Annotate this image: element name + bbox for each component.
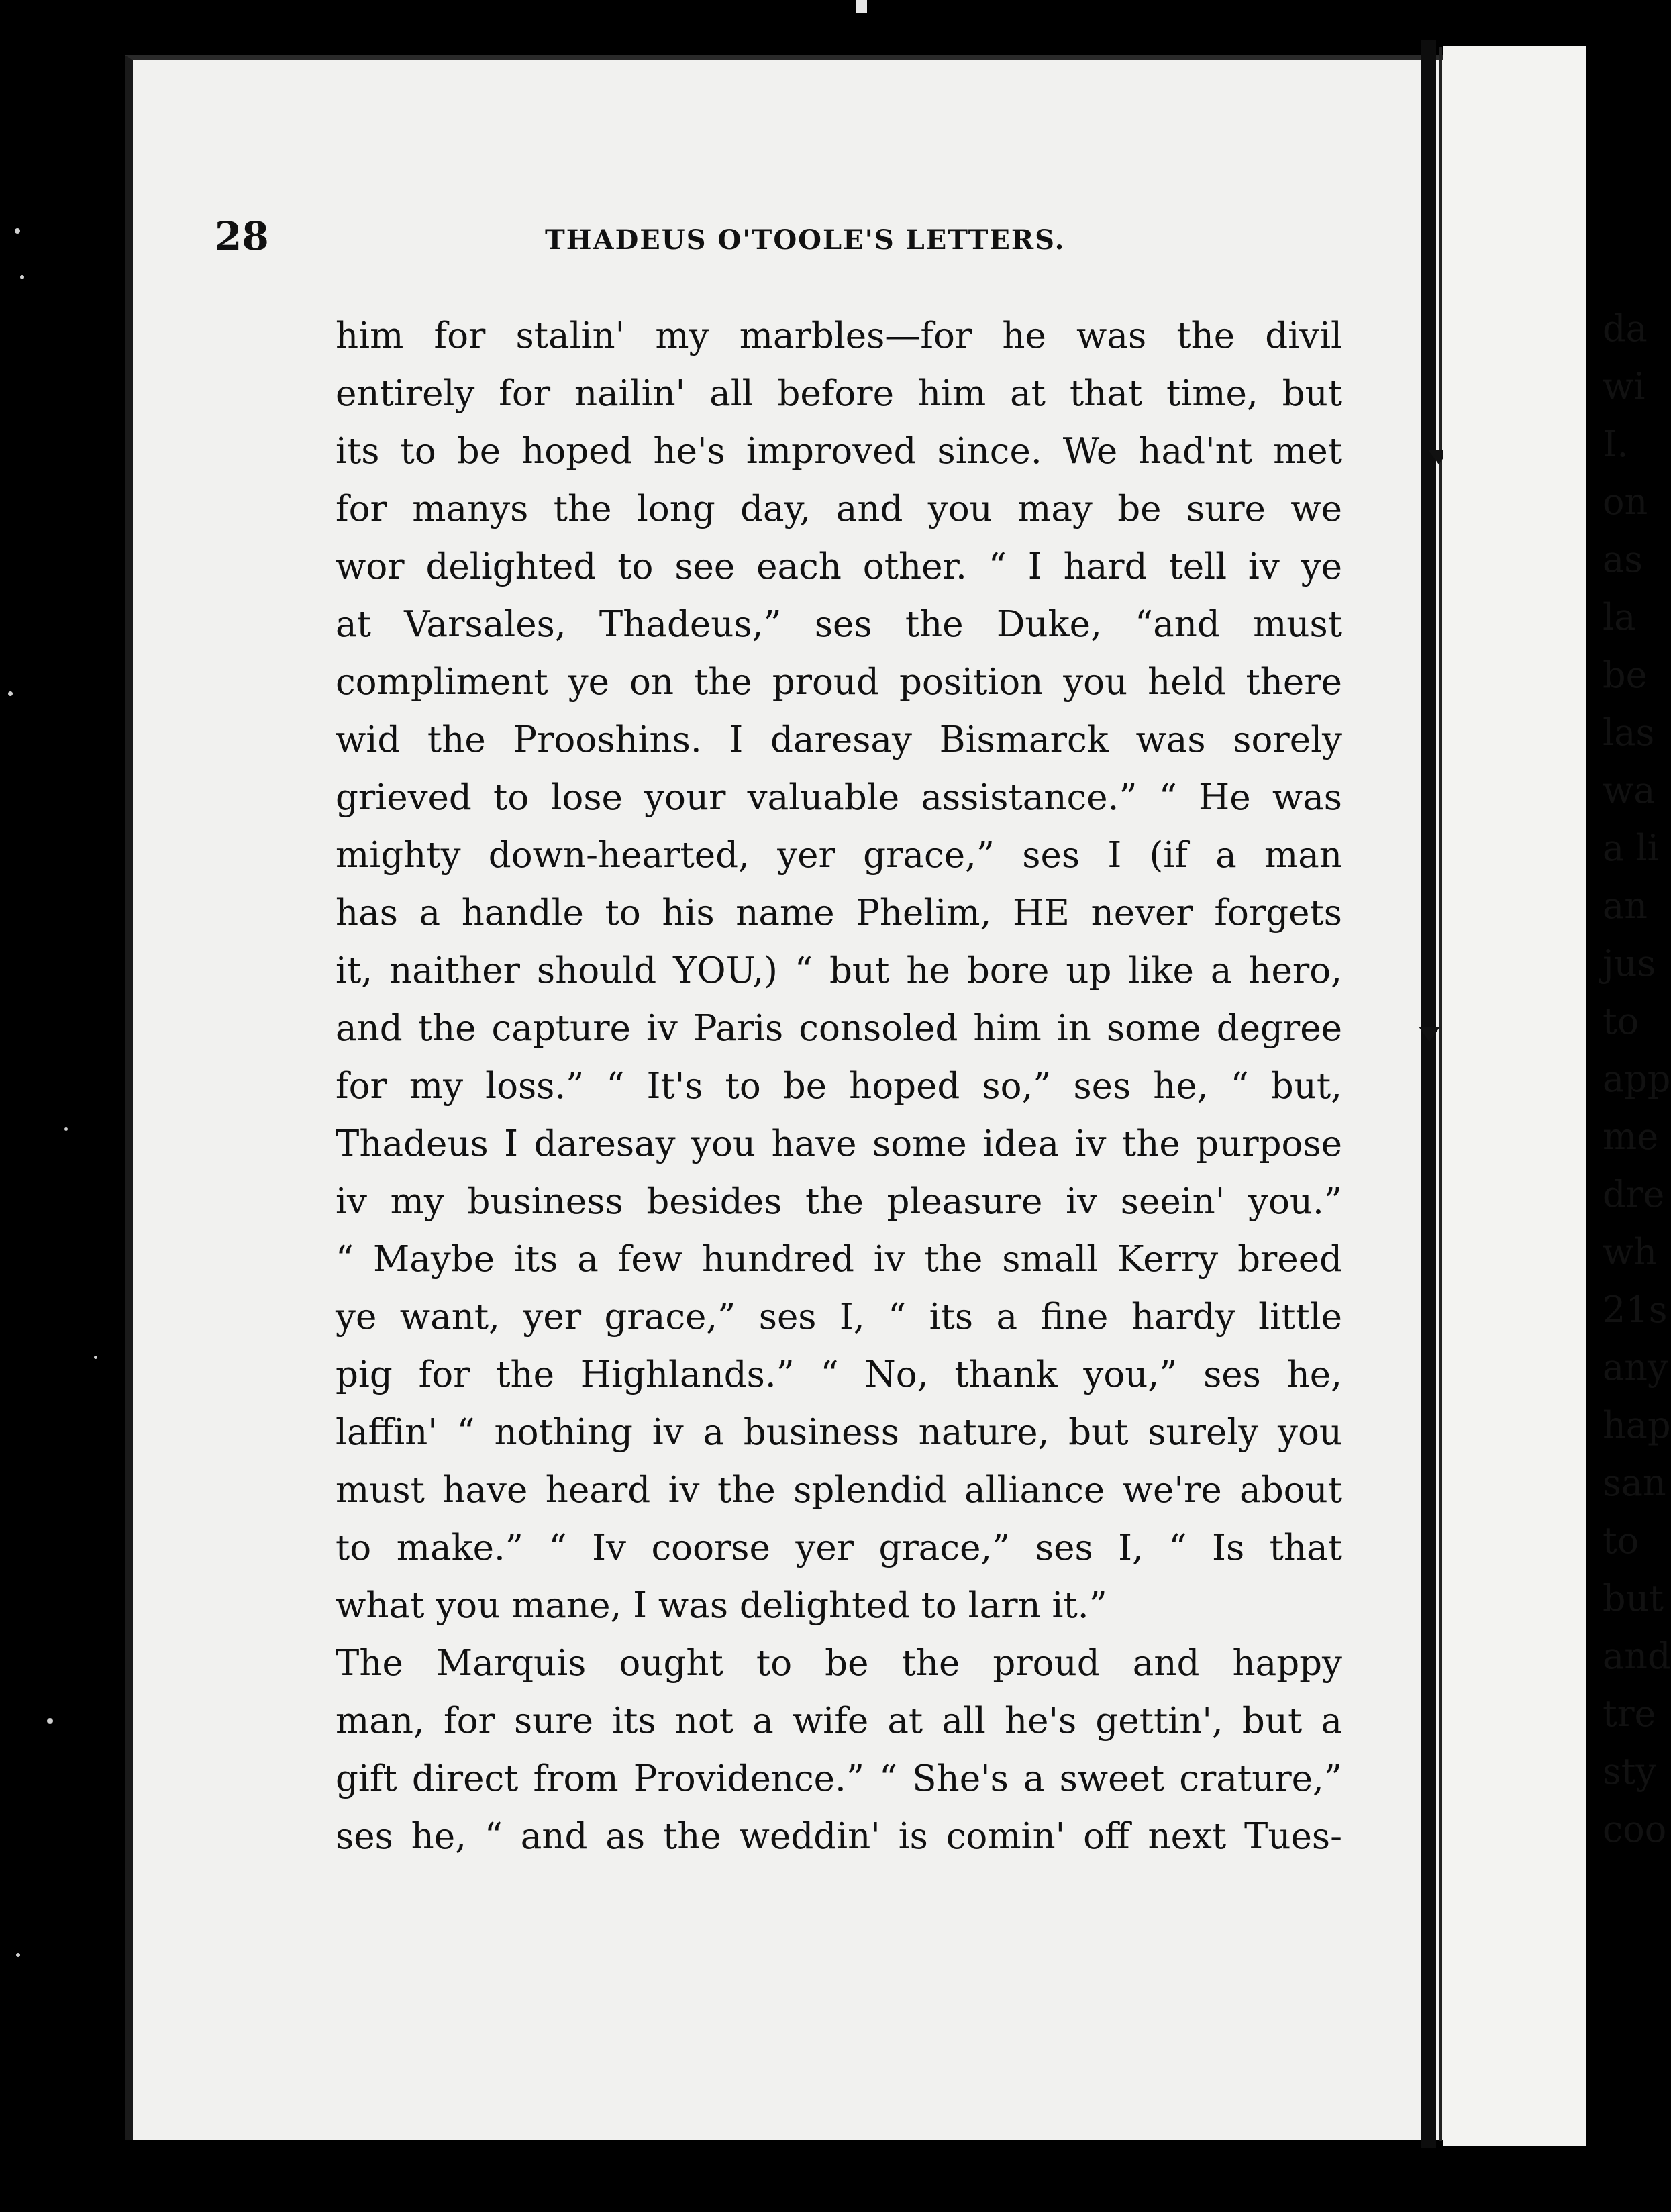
text-line: grieved to lose your valuable assistance.” “ He was xyxy=(336,777,1342,818)
text-line: has a handle to his name Phelim, HE never forgets xyxy=(336,893,1342,934)
scan-edge-mark xyxy=(856,0,867,13)
text-line: “ Maybe its a few hundred iv the small Kerry breed xyxy=(336,1239,1342,1280)
text-line: entirely for nailin' all before him at that time, but xyxy=(336,373,1342,414)
right-page-text-fragment: sty xyxy=(1603,1750,1656,1793)
scan-speck xyxy=(8,691,13,696)
right-page-text-fragment: but xyxy=(1603,1577,1664,1619)
page-number: 28 xyxy=(215,213,269,259)
right-page-text-fragment: da xyxy=(1603,307,1648,350)
text-line: for manys the long day, and you may be sure we xyxy=(336,489,1342,530)
text-line: pig for the Highlands.” “ No, thank you,” ses he, xyxy=(336,1354,1342,1395)
right-page-fragment xyxy=(1443,46,1671,2146)
scan-speck xyxy=(16,1953,20,1957)
running-head: THADEUS O'TOOLE'S LETTERS. xyxy=(545,224,1066,256)
text-line: Thadeus I daresay you have some idea iv the purpose xyxy=(336,1123,1342,1164)
right-page-text-fragment: I. xyxy=(1603,423,1629,465)
right-page-text-fragment: wi xyxy=(1603,365,1645,407)
text-line: ses he, “ and as the weddin' is comin' off next Tues- xyxy=(336,1816,1342,1857)
scan-speck xyxy=(94,1356,97,1359)
scan-speck xyxy=(64,1127,68,1131)
right-page-text-fragment: on xyxy=(1603,481,1648,523)
text-line: wid the Prooshins. I daresay Bismarck was sorely xyxy=(336,719,1342,760)
body-text xyxy=(336,307,1342,1866)
right-page-text-fragment: 21s xyxy=(1603,1289,1668,1331)
right-page-text-fragment: san xyxy=(1603,1462,1666,1504)
right-page-text-fragment: to xyxy=(1603,1519,1639,1562)
text-line: what you mane, I was delighted to larn it.” xyxy=(336,1585,1107,1626)
text-line: The Marquis ought to be the proud and happy xyxy=(336,1643,1342,1684)
right-page-text-fragment: and xyxy=(1603,1635,1671,1677)
text-line: iv my business besides the pleasure iv seein' you.” xyxy=(336,1181,1342,1222)
scan-speck xyxy=(47,1718,53,1724)
scan-speck xyxy=(15,228,20,234)
text-line: to make.” “ Iv coorse yer grace,” ses I, “ Is that xyxy=(336,1527,1342,1568)
text-line: must have heard iv the splendid alliance we're about xyxy=(336,1470,1342,1511)
right-page-text-fragment: tre xyxy=(1603,1693,1656,1735)
right-page-text-fragment: dre xyxy=(1603,1173,1665,1215)
text-line: it, naither should YOU,) “ but he bore up like a hero, xyxy=(336,950,1342,991)
page-header xyxy=(215,213,1342,267)
right-page-text-fragment: any xyxy=(1603,1346,1668,1389)
text-line: compliment ye on the proud position you held there xyxy=(336,662,1342,703)
right-page-text-fragment: hap xyxy=(1603,1404,1671,1446)
gutter-arrow-icon xyxy=(1419,1027,1440,1042)
right-page-text-fragment: la xyxy=(1603,596,1636,638)
text-line: and the capture iv Paris consoled him in some degree xyxy=(336,1008,1342,1049)
right-page-text-fragment: me xyxy=(1603,1115,1659,1158)
text-line: for my loss.” “ It's to be hoped so,” ses he, “ but, xyxy=(336,1066,1342,1107)
text-line: gift direct from Providence.” “ She's a sweet crature,” xyxy=(336,1758,1342,1799)
text-line: mighty down-hearted, yer grace,” ses I (if a man xyxy=(336,835,1342,876)
text-line: at Varsales, Thadeus,” ses the Duke, “and must xyxy=(336,604,1342,645)
right-page-text-fragment: coo xyxy=(1603,1808,1667,1850)
right-page-text-fragment: a li xyxy=(1603,827,1659,869)
right-page-text-fragment: app xyxy=(1603,1058,1671,1100)
text-line: man, for sure its not a wife at all he's gettin', but a xyxy=(336,1701,1342,1742)
text-line: laffin' “ nothing iv a business nature, but surely you xyxy=(336,1412,1342,1453)
right-page-text-fragment: to xyxy=(1603,1000,1639,1042)
scan-speck xyxy=(20,275,24,279)
right-page-text-fragment: las xyxy=(1603,711,1655,754)
right-page-text-fragment: an xyxy=(1603,885,1648,927)
gutter-line xyxy=(1439,47,1442,2141)
text-line: him for stalin' my marbles—for he was the divil xyxy=(336,315,1342,356)
text-line: ye want, yer grace,” ses I, “ its a fine hardy little xyxy=(336,1297,1342,1338)
binding-gutter xyxy=(1421,40,1436,2148)
right-page-text-fragment: as xyxy=(1603,538,1643,581)
right-page-text-fragment: be xyxy=(1603,654,1648,696)
right-page-text-fragment: wa xyxy=(1603,769,1656,811)
text-line: wor delighted to see each other. “ I hard tell iv ye xyxy=(336,546,1342,587)
right-page-text-fragment: jus xyxy=(1603,942,1656,985)
text-line: its to be hoped he's improved since. We had'nt met xyxy=(336,431,1342,472)
right-page-text-fragment: wh xyxy=(1603,1231,1657,1273)
